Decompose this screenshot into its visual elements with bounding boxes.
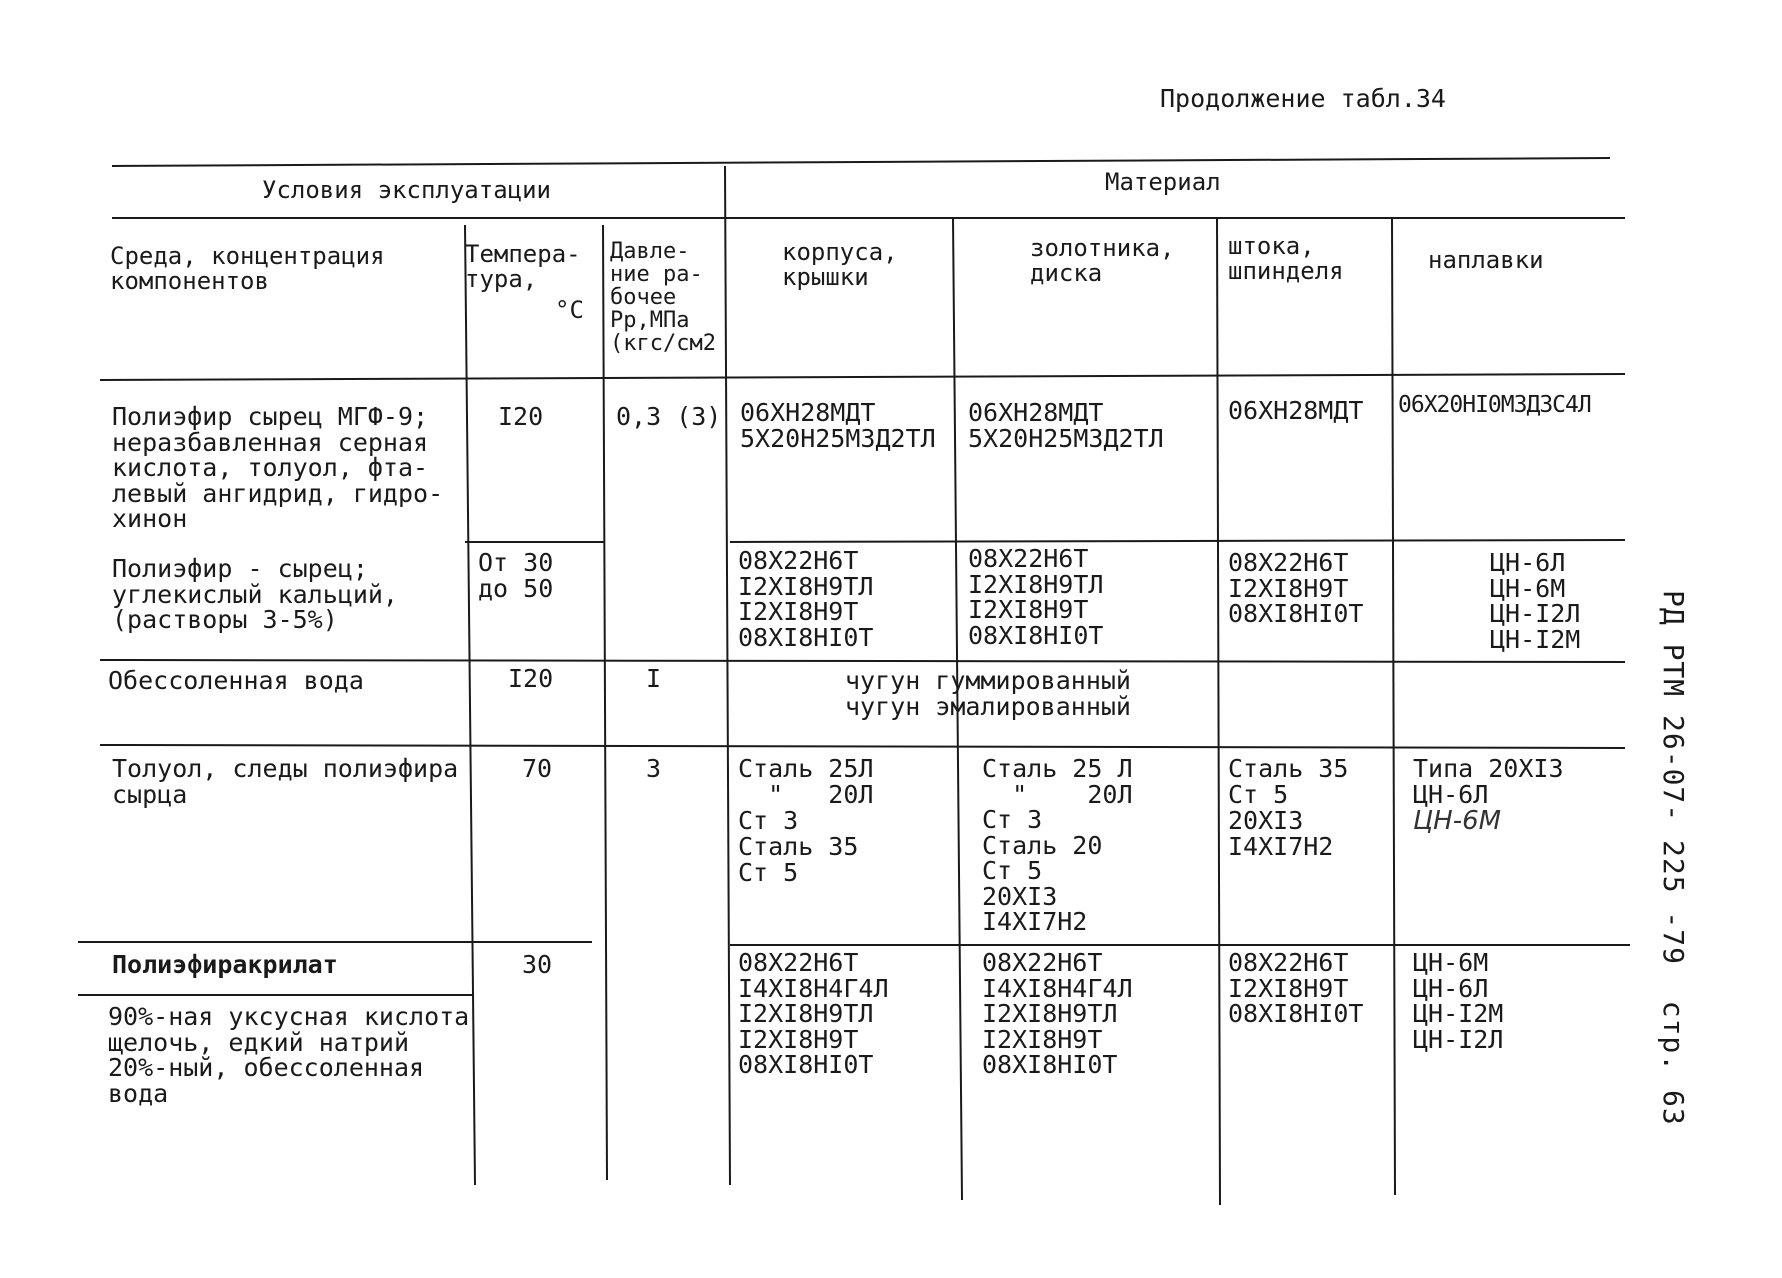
row4-medium: Толуол, следы полиэфира сырца	[112, 754, 459, 809]
col-line-6	[1392, 218, 1395, 1195]
rule-header-bottom	[100, 374, 1625, 380]
header-medium: Среда, концентрация компонентов	[110, 242, 385, 296]
row1-disc: 06ХН28МДТ 5Х20Н25М3Д2ТЛ	[968, 398, 1164, 453]
row5-medium: Полиэфиракрилат	[112, 950, 338, 979]
row5-medium-extra: 90%-ная уксусная кислота щелочь, едкий натрий 20%-ный, обессоленная вода	[108, 1002, 470, 1108]
row4-disc: Сталь 25 Л " 20Л Ст 3 Сталь 20 Ст 5 20ХI3 I4ХI7Н2	[982, 754, 1133, 936]
row3-temperature: I20	[508, 664, 554, 693]
header-disc: золотника, диска	[1030, 234, 1175, 288]
rule-row2	[100, 660, 1625, 662]
header-temperature: Темпера- тура,	[465, 240, 581, 294]
rule-row3	[100, 745, 1625, 748]
row5-body: 08Х22Н6Т I4ХI8Н4Г4Л I2ХI8Н9ТЛ I2ХI8Н9Т 08ХI8НI0Т	[738, 948, 889, 1079]
row4-stem: Сталь 35 Ст 5 20ХI3 I4ХI7Н2	[1228, 754, 1349, 861]
row4-overlay-handwritten: ЦН-6М	[1413, 806, 1502, 836]
row5-overlay: ЦН-6М ЦН-6Л ЦН-I2М ЦН-I2Л	[1413, 948, 1504, 1054]
header-conditions: Условия эксплуатации	[262, 176, 551, 204]
row3-medium: Обессоленная вода	[108, 666, 364, 695]
row4-overlay: Типа 20ХI3 ЦН-6Л	[1413, 754, 1564, 809]
rule-row1-right	[730, 540, 1625, 542]
continuation-caption: Продолжение табл.34	[1160, 84, 1446, 113]
row2-temperature: От 30 до 50	[478, 548, 554, 603]
row2-body: 08Х22Н6Т I2ХI8Н9ТЛ I2ХI8Н9Т 08ХI8НI0Т	[738, 546, 874, 652]
row2-medium: Полиэфир - сырец; углекислый кальций, (растворы 3-5%)	[112, 554, 398, 634]
row3-body-disc: чугун гуммированный чугун эмалированный	[845, 666, 1131, 721]
row5-stem: 08Х22Н6Т I2ХI8Н9Т 08ХI8НI0Т	[1228, 948, 1364, 1028]
row1-body: 06ХН28МДТ 5Х20Н25М3Д2ТЛ	[740, 398, 936, 453]
col-line-3	[725, 166, 730, 1185]
row4-pressure: 3	[646, 754, 662, 783]
header-pressure: Давле- ние ра- бочее Рр,МПа (кгс/см2	[610, 239, 716, 357]
row4-temperature: 70	[522, 754, 553, 783]
header-temperature-unit: °C	[555, 296, 584, 324]
header-stem: штока, шпинделя	[1228, 232, 1344, 286]
row2-stem: 08Х22Н6Т I2ХI8Н9Т 08ХI8НI0Т	[1228, 548, 1364, 628]
row1-stem: 06ХН28МДТ	[1228, 396, 1364, 425]
header-overlay: наплавки	[1428, 246, 1544, 274]
col-line-2	[603, 225, 607, 1180]
header-body: корпуса, крышки	[782, 238, 898, 292]
row1-temperature: I20	[498, 402, 544, 431]
row3-pressure: I	[646, 664, 662, 693]
row1-pressure: 0,3 (3)	[616, 402, 722, 431]
row4-body: Сталь 25Л " 20Л Ст 3 Сталь 35 Ст 5	[738, 754, 874, 887]
col-line-5	[1217, 218, 1220, 1205]
rule-top	[112, 158, 1610, 166]
row2-overlay: ЦН-6Л ЦН-6М ЦН-I2Л ЦН-I2М	[1490, 548, 1581, 654]
row5-disc: 08Х22Н6Т I4ХI8Н4Г4Л I2ХI8Н9ТЛ I2ХI8Н9Т 08ХI8НI0Т	[982, 948, 1133, 1079]
document-designation: РД РТМ 26-07- 225 -79 стр. 63	[1657, 590, 1690, 1126]
row1-overlay: 06Х20НI0М3Д3С4Л	[1398, 392, 1591, 418]
header-material: Материал	[1105, 168, 1221, 196]
row1-medium: Полиэфир сырец МГФ-9; неразбавленная серная кислота, толуол, фта- левый ангидрид, гидро- хинон	[112, 402, 444, 533]
row5-temperature: 30	[522, 950, 553, 979]
row2-disc: 08Х22Н6Т I2ХI8Н9ТЛ I2ХI8Н9Т 08ХI8НI0Т	[968, 544, 1104, 650]
